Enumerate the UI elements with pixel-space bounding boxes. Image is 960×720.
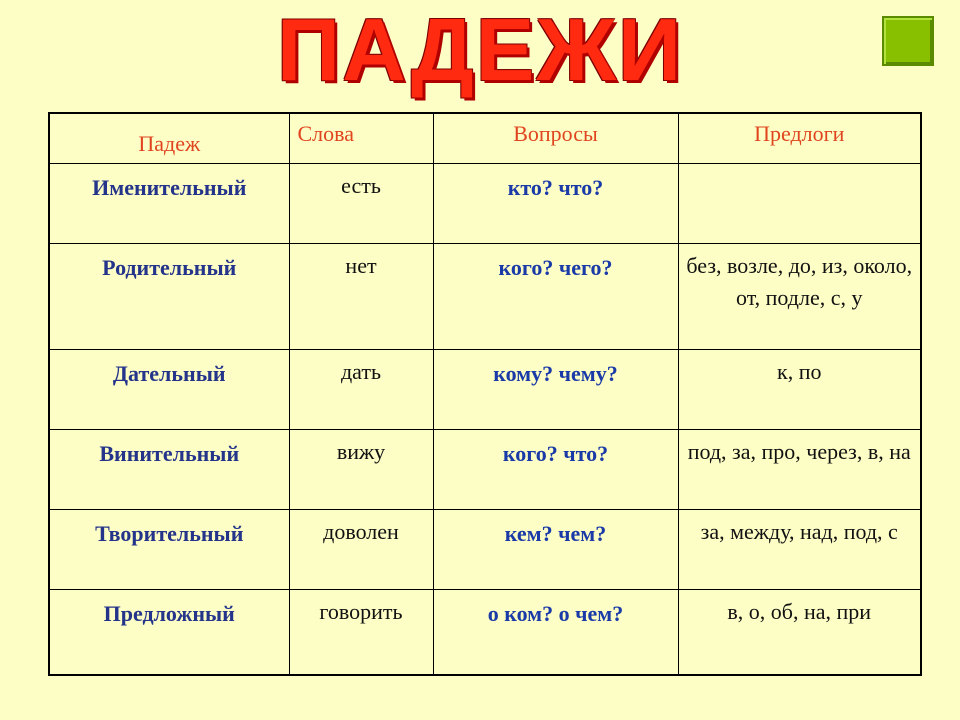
helper-word: нет [289,243,433,349]
cases-table [48,112,922,676]
header-prepositions: Предлоги [678,113,921,163]
table-row [49,243,921,349]
next-slide-button[interactable] [882,16,934,66]
header-case: Падеж [49,113,289,163]
case-name: Винительный [49,429,289,509]
case-name: Предложный [49,589,289,675]
case-question: кому? чему? [433,349,678,429]
header-questions: Вопросы [433,113,678,163]
helper-word: есть [289,163,433,243]
case-question: кем? чем? [433,509,678,589]
case-question: кого? что? [433,429,678,509]
case-question: кого? чего? [433,243,678,349]
table-row [49,349,921,429]
table-row [49,589,921,675]
case-name: Родительный [49,243,289,349]
case-prepositions: за, между, над, под, с [678,509,921,589]
case-name: Творительный [49,509,289,589]
header-words: Слова [289,113,433,163]
case-name: Дательный [49,349,289,429]
table-row [49,509,921,589]
helper-word: доволен [289,509,433,589]
case-prepositions: к, по [678,349,921,429]
table-row [49,163,921,243]
helper-word: говорить [289,589,433,675]
page-title: ПАДЕЖИ [276,0,684,99]
helper-word: вижу [289,429,433,509]
case-prepositions: в, о, об, на, при [678,589,921,675]
case-question: кто? что? [433,163,678,243]
case-question: о ком? о чем? [433,589,678,675]
case-prepositions: под, за, про, через, в, на [678,429,921,509]
case-prepositions [678,163,921,243]
case-prepositions: без, возле, до, из, около, от, подле, с, у [678,243,921,349]
table-header-row [49,113,921,163]
case-name: Именительный [49,163,289,243]
helper-word: дать [289,349,433,429]
table-row [49,429,921,509]
